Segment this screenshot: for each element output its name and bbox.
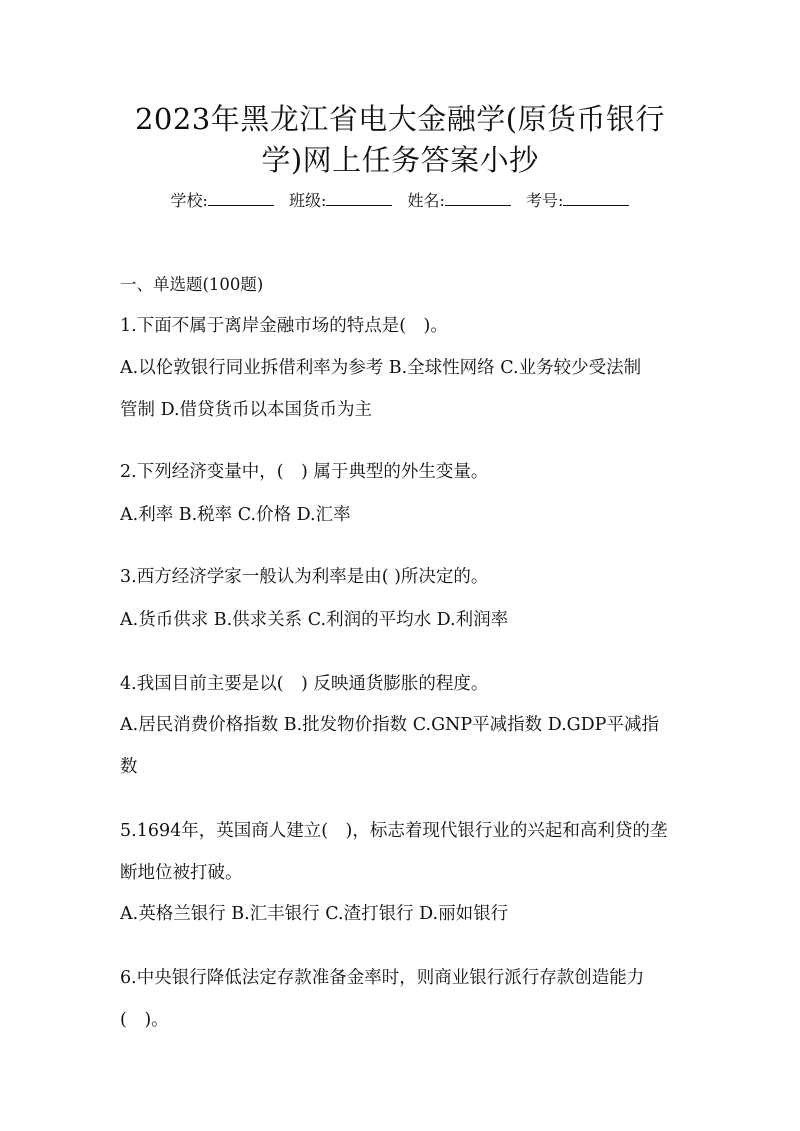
school-label: 学校: bbox=[170, 191, 208, 210]
question-1-options-line-1: A.以伦敦银行同业拆借利率为参考 B.全球性网络 C.业务较少受法制 bbox=[120, 358, 642, 378]
school-field bbox=[171, 191, 274, 210]
class-label: 班级: bbox=[289, 191, 327, 210]
question-6-stem-line-2: ( )。 bbox=[120, 1010, 169, 1030]
question-2-options: A.利率 B.税率 C.价格 D.汇率 bbox=[120, 505, 351, 525]
class-blank bbox=[326, 191, 392, 206]
exam-number-blank bbox=[563, 191, 629, 206]
question-5-stem-line-2: 断地位被打破。 bbox=[120, 863, 243, 883]
exam-number-label: 考号: bbox=[526, 191, 564, 210]
question-4-options-line-2: 数 bbox=[120, 757, 138, 777]
section-heading: 一、单选题(100题) bbox=[120, 275, 264, 294]
school-blank bbox=[208, 191, 274, 206]
question-6-stem-line-1: 6.中央银行降低法定存款准备金率时，则商业银行派行存款创造能力 bbox=[120, 968, 645, 988]
question-1-stem: 1.下面不属于离岸金融市场的特点是( )。 bbox=[120, 316, 448, 336]
question-4-stem: 4.我国目前主要是以( ) 反映通货膨胀的程度。 bbox=[120, 674, 489, 694]
question-3-options: A.货币供求 B.供求关系 C.利润的平均水 D.利润率 bbox=[120, 610, 509, 630]
question-4-options-line-1: A.居民消费价格指数 B.批发物价指数 C.GNP平减指数 D.GDP平减指 bbox=[120, 715, 659, 735]
document-title-line-1: 2023年黑龙江省电大金融学(原货币银行 bbox=[134, 102, 666, 136]
class-field bbox=[289, 191, 392, 210]
question-1-options-line-2: 管制 D.借贷货币以本国货币为主 bbox=[120, 400, 373, 420]
name-field bbox=[408, 191, 511, 210]
question-5-options: A.英格兰银行 B.汇丰银行 C.渣打银行 D.丽如银行 bbox=[120, 904, 509, 924]
student-info-row bbox=[0, 190, 800, 212]
name-blank bbox=[445, 191, 511, 206]
exam-number-field bbox=[526, 191, 629, 210]
question-5-stem-line-1: 5.1694年，英国商人建立( )，标志着现代银行业的兴起和高利贷的垄 bbox=[120, 821, 668, 841]
question-3-stem: 3.西方经济学家一般认为利率是由( )所决定的。 bbox=[120, 567, 489, 587]
document-title-line-2: 学)网上任务答案小抄 bbox=[261, 143, 539, 177]
name-label: 姓名: bbox=[407, 191, 445, 210]
question-2-stem: 2.下列经济变量中，( ) 属于典型的外生变量。 bbox=[120, 462, 489, 482]
